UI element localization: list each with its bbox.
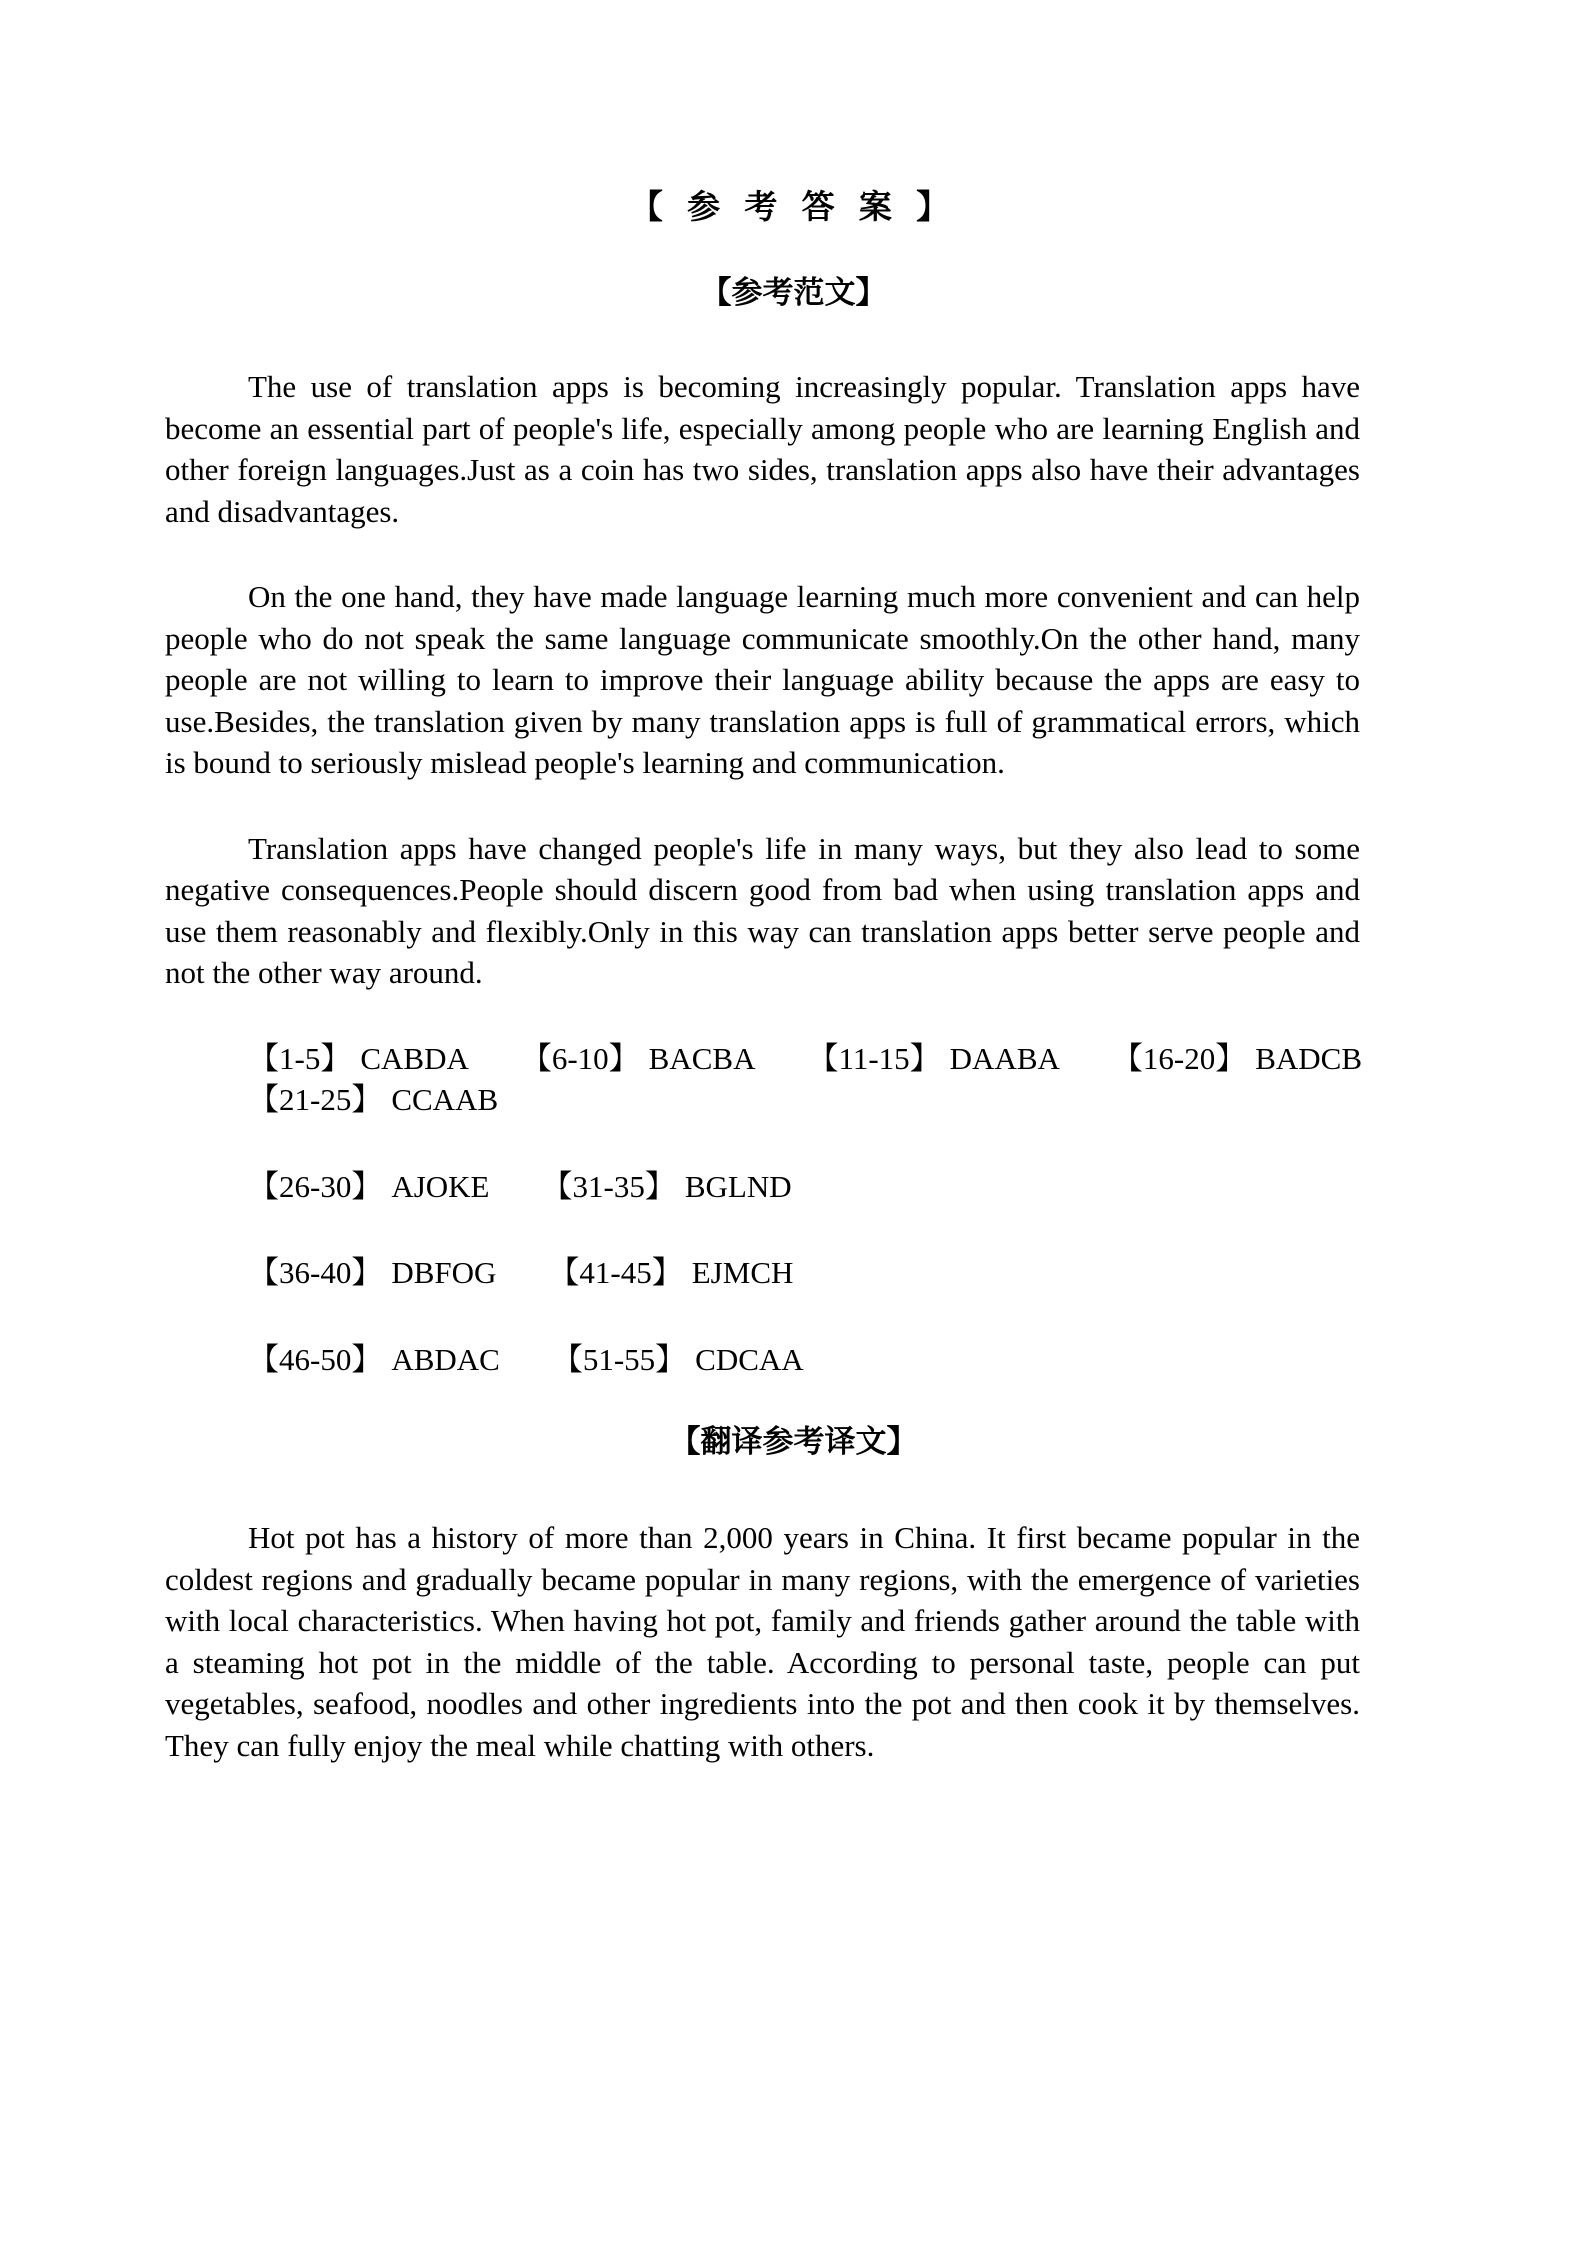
- answer-group: [248, 1038, 469, 1080]
- answer-row-1: [248, 1038, 1587, 1080]
- answer-group: [521, 1038, 756, 1080]
- answer-range: 【41-45】: [548, 1255, 683, 1290]
- translation-section-heading: 【翻译参考译文】: [669, 1424, 918, 1459]
- answer-range: 【51-55】: [551, 1341, 687, 1377]
- answer-range: 【46-50】: [248, 1341, 383, 1377]
- answer-letters: DAABA: [949, 1040, 1060, 1076]
- essay-body: [165, 366, 1360, 994]
- answer-letters: CDCAA: [695, 1341, 804, 1377]
- answer-group: [248, 1252, 496, 1294]
- answer-group: [248, 1079, 498, 1121]
- answer-range: 【31-35】: [541, 1168, 676, 1204]
- answer-range: 【11-15】: [807, 1040, 941, 1076]
- answer-row-5: [248, 1339, 1587, 1381]
- answer-letters: BGLND: [684, 1168, 792, 1204]
- answer-range: 【36-40】: [248, 1255, 383, 1290]
- answer-group: [248, 1166, 490, 1208]
- answer-letters: DBFOG: [391, 1255, 497, 1290]
- answer-letters: CABDA: [360, 1040, 469, 1076]
- translation-body: [165, 1517, 1360, 1766]
- answer-row-3: [248, 1166, 1587, 1208]
- answer-range: 【1-5】: [248, 1040, 352, 1076]
- answer-range: 【16-20】: [1111, 1040, 1247, 1076]
- translation-paragraph-1: Hot pot has a history of more than 2,000 years in China. It first became popular in the coldest regions and gradually became popular in many regions, with the emergence of varieties with local characteristics. When having hot pot, family and friends gather around the table with a steaming hot pot in the middle of the table. According to personal taste, people can put vegetables, seafood, noodles and other ingredients into the pot and then cook it by themselves. They can fully enjoy the meal while chatting with others.: [165, 1520, 1360, 1763]
- answer-group: [807, 1038, 1059, 1080]
- answer-letters: BADCB: [1255, 1040, 1363, 1076]
- answer-group: [548, 1252, 793, 1294]
- answer-row-4: [248, 1252, 1587, 1294]
- page-title: 【 参 考 答 案 】: [629, 190, 958, 226]
- essay-paragraph-2: On the one hand, they have made language learning much more convenient and can help people who do not speak the same language communicate smoothly.On the other hand, many people are not willing to learn to improve their language ability because the apps are easy to use.Besides, the translation given by many translation apps is full of grammatical errors, which is bound to seriously mislead people's learning and communication.: [165, 579, 1360, 780]
- answer-letters: BACBA: [648, 1040, 756, 1076]
- answer-letters: EJMCH: [691, 1255, 794, 1290]
- answer-letters: CCAAB: [391, 1082, 499, 1117]
- answer-row-2: [248, 1079, 1587, 1121]
- answer-group: [542, 1166, 792, 1208]
- essay-paragraph-3: Translation apps have changed people's life in many ways, but they also lead to some negative consequences.People should discern good from bad when using translation apps and use them reasonably and flexibly.Only in this way can translation apps better serve people and not the other way around.: [165, 830, 1360, 990]
- answer-group: [552, 1339, 804, 1381]
- answer-key: [248, 1038, 1587, 1381]
- answer-range: 【26-30】: [248, 1168, 383, 1204]
- essay-paragraph-1: The use of translation apps is becoming increasingly popular. Translation apps have become an essential part of people's life, especially among people who are learning English and other foreign languages.Just as a coin has two sides, translation apps also have their advantages and disadvantages.: [165, 369, 1360, 529]
- answer-letters: AJOKE: [391, 1168, 490, 1204]
- answer-group: [1112, 1038, 1362, 1080]
- answer-range: 【21-25】: [248, 1082, 383, 1117]
- answer-group: [248, 1339, 500, 1381]
- answer-range: 【6-10】: [520, 1040, 640, 1076]
- answer-letters: ABDAC: [391, 1341, 500, 1377]
- essay-section-heading: 【参考范文】: [700, 275, 887, 310]
